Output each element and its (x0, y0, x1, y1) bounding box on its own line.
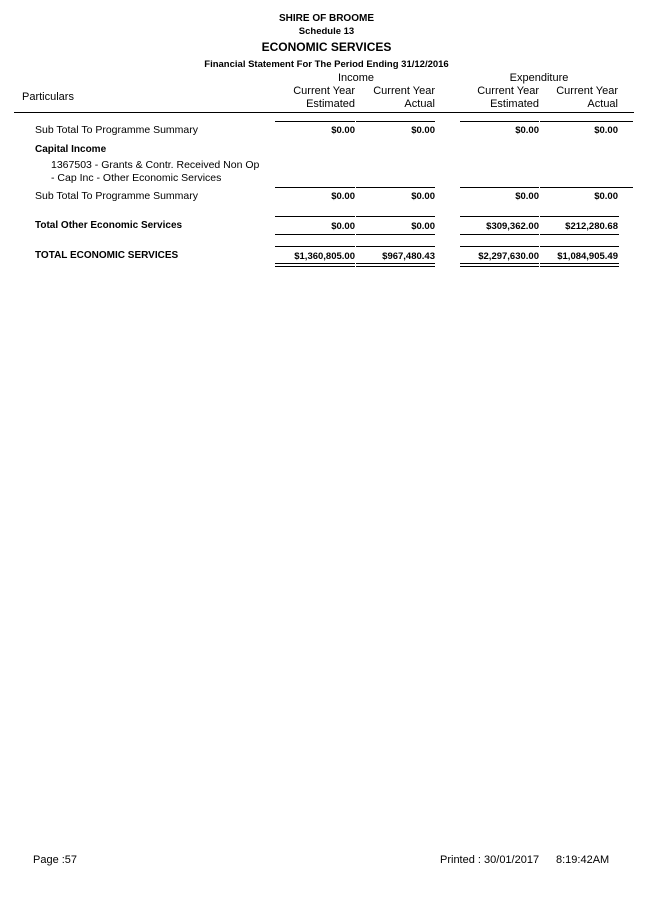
amount-expenditure-estimated: $0.00 (515, 191, 539, 202)
rule (275, 216, 355, 217)
expenditure-group-label: Expenditure (509, 72, 569, 84)
schedule-number: Schedule 13 (298, 26, 355, 37)
amount-expenditure-actual: $0.00 (594, 125, 618, 136)
capital-income-heading: Capital Income (35, 144, 107, 155)
subtotal-row-label: Sub Total To Programme Summary (35, 190, 199, 202)
amount-income-actual: $0.00 (411, 221, 435, 232)
amount-expenditure-estimated: $2,297,630.00 (478, 251, 539, 262)
amount-expenditure-actual: $0.00 (594, 191, 618, 202)
rule (356, 216, 435, 217)
amount-income-estimated: $0.00 (331, 221, 355, 232)
rule (460, 187, 539, 188)
rule (460, 121, 539, 122)
double-rule (540, 263, 619, 267)
rule (275, 246, 355, 247)
rule (540, 187, 633, 188)
account-line-1: 1367503 - Grants & Contr. Received Non Op (51, 159, 260, 171)
income-actual-header: Current Year Actual (373, 85, 435, 110)
rule (356, 121, 435, 122)
income-group-label: Income (337, 72, 375, 84)
rule (460, 216, 539, 217)
double-rule (275, 263, 355, 267)
amount-expenditure-estimated: $0.00 (515, 125, 539, 136)
expenditure-actual-header: Current Year Actual (556, 85, 618, 110)
expenditure-estimated-header: Current Year Estimated (477, 85, 539, 110)
total-economic-services-label: TOTAL ECONOMIC SERVICES (35, 250, 179, 261)
amount-income-actual: $967,480.43 (382, 251, 435, 262)
double-rule (356, 263, 435, 267)
amount-expenditure-actual: $1,084,905.49 (557, 251, 618, 262)
amount-income-actual: $0.00 (411, 191, 435, 202)
subtotal-row-label: Sub Total To Programme Summary (35, 124, 199, 136)
rule (275, 121, 355, 122)
amount-income-actual: $0.00 (411, 125, 435, 136)
rule (460, 246, 539, 247)
rule (460, 234, 539, 235)
rule (540, 216, 619, 217)
section-title: ECONOMIC SERVICES (261, 40, 392, 54)
amount-income-estimated: $0.00 (331, 125, 355, 136)
page-number: Page :57 (33, 854, 78, 866)
double-rule (460, 263, 539, 267)
rule (540, 246, 619, 247)
total-other-economic-services-label: Total Other Economic Services (35, 220, 183, 231)
rule (356, 246, 435, 247)
amount-expenditure-estimated: $309,362.00 (486, 221, 539, 232)
rule (356, 187, 435, 188)
printed-date: Printed : 30/01/2017 (440, 854, 540, 866)
header-divider (14, 112, 634, 113)
rule (356, 234, 435, 235)
rule (540, 234, 619, 235)
amount-income-estimated: $1,360,805.00 (294, 251, 355, 262)
printed-time: 8:19:42AM (556, 854, 610, 866)
particulars-column-header: Particulars (22, 91, 74, 103)
income-estimated-header: Current Year Estimated (293, 85, 355, 110)
account-line-2: - Cap Inc - Other Economic Services (51, 172, 222, 184)
amount-income-estimated: $0.00 (331, 191, 355, 202)
rule (540, 121, 633, 122)
rule (275, 187, 355, 188)
statement-title: Financial Statement For The Period Ending 31/12/2016 (204, 59, 449, 70)
amount-expenditure-actual: $212,280.68 (565, 221, 618, 232)
rule (275, 234, 355, 235)
org-name: SHIRE OF BROOME (278, 13, 374, 24)
